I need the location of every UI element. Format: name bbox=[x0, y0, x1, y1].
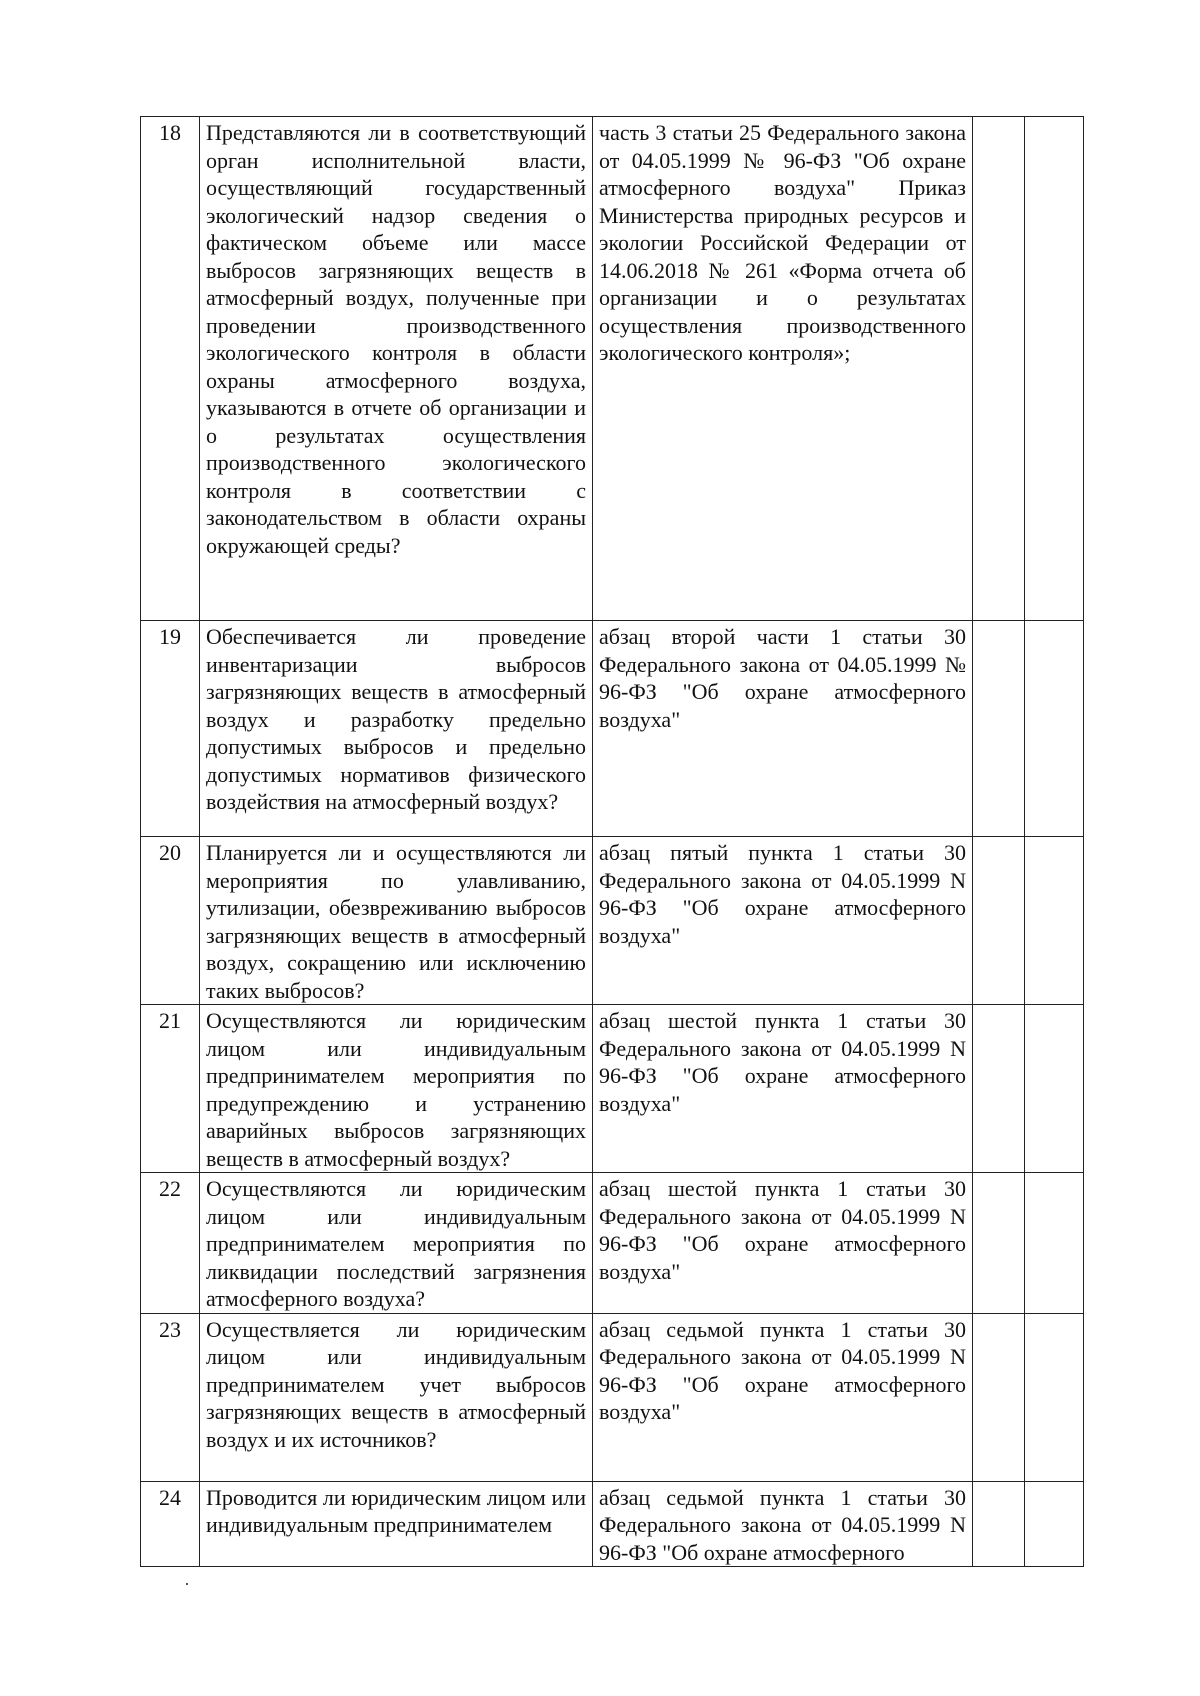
answer-cell-no bbox=[1025, 1481, 1084, 1567]
document-page bbox=[140, 116, 1083, 1567]
answer-cell-yes bbox=[973, 837, 1025, 1005]
legal-reference-cell: часть 3 статьи 25 Федерального закона от 04.05.1999 № 96-ФЗ "Об охране атмосферного воздуха" Приказ Министерства природных ресурсов и экологии Российской Федерации от 14.06.2018 № 261 «Форма отчета об организации и о результатах осуществления производственного экологического контроля»; bbox=[593, 117, 973, 621]
checklist-table bbox=[140, 116, 1084, 1567]
question-cell: Осуществляются ли юридическим лицом или индивидуальным предпринимателем мероприятия по ликвидации последствий загрязнения атмосферного воздуха? bbox=[200, 1173, 593, 1314]
row-number: 20 bbox=[141, 837, 200, 1005]
legal-reference-cell: абзац шестой пункта 1 статьи 30 Федерального закона от 04.05.1999 N 96-ФЗ "Об охране атмосферного воздуха" bbox=[593, 1173, 973, 1314]
row-number: 23 bbox=[141, 1313, 200, 1481]
question-cell: Планируется ли и осуществляются ли мероприятия по улавливанию, утилизации, обезвреживанию выбросов загрязняющих веществ в атмосферный воздух, сокращению или исключению таких выбросов? bbox=[200, 837, 593, 1005]
legal-reference-cell: абзац второй части 1 статьи 30 Федерального закона от 04.05.1999 № 96-ФЗ "Об охране атмосферного воздуха" bbox=[593, 621, 973, 837]
legal-reference-cell: абзац седьмой пункта 1 статьи 30 Федерального закона от 04.05.1999 N 96-ФЗ "Об охране атмосферного воздуха" bbox=[593, 1313, 973, 1481]
legal-reference-cell: абзац седьмой пункта 1 статьи 30 Федерального закона от 04.05.1999 N 96-ФЗ "Об охране атмосферного bbox=[593, 1481, 973, 1567]
question-cell: Осуществляется ли юридическим лицом или индивидуальным предпринимателем учет выбросов загрязняющих веществ в атмосферный воздух и их источников? bbox=[200, 1313, 593, 1481]
answer-cell-yes bbox=[973, 621, 1025, 837]
table-row bbox=[141, 837, 1084, 1005]
row-number: 18 bbox=[141, 117, 200, 621]
answer-cell-no bbox=[1025, 1313, 1084, 1481]
scan-speck bbox=[186, 1583, 188, 1585]
table-row bbox=[141, 1481, 1084, 1567]
answer-cell-no bbox=[1025, 117, 1084, 621]
answer-cell-yes bbox=[973, 1173, 1025, 1314]
legal-reference-cell: абзац пятый пункта 1 статьи 30 Федерального закона от 04.05.1999 N 96-ФЗ "Об охране атмосферного воздуха" bbox=[593, 837, 973, 1005]
answer-cell-yes bbox=[973, 1005, 1025, 1173]
row-number: 24 bbox=[141, 1481, 200, 1567]
answer-cell-yes bbox=[973, 117, 1025, 621]
answer-cell-no bbox=[1025, 1005, 1084, 1173]
question-cell: Представляются ли в соответствующий орган исполнительной власти, осуществляющий государственный экологический надзор сведения о фактическом объеме или массе выбросов загрязняющих веществ в атмосферный воздух, полученные при проведении производственного экологического контроля в области охраны атмосферного воздуха, указываются в отчете об организации и о результатах осуществления производственного экологического контроля в соответствии с законодательством в области охраны окружающей среды? bbox=[200, 117, 593, 621]
table-row bbox=[141, 117, 1084, 621]
legal-reference-cell: абзац шестой пункта 1 статьи 30 Федерального закона от 04.05.1999 N 96-ФЗ "Об охране атмосферного воздуха" bbox=[593, 1005, 973, 1173]
row-number: 21 bbox=[141, 1005, 200, 1173]
question-cell: Проводится ли юридическим лицом или индивидуальным предпринимателем bbox=[200, 1481, 593, 1567]
answer-cell-no bbox=[1025, 837, 1084, 1005]
table-row bbox=[141, 621, 1084, 837]
question-cell: Осуществляются ли юридическим лицом или индивидуальным предпринимателем мероприятия по предупреждению и устранению аварийных выбросов загрязняющих веществ в атмосферный воздух? bbox=[200, 1005, 593, 1173]
answer-cell-yes bbox=[973, 1481, 1025, 1567]
answer-cell-yes bbox=[973, 1313, 1025, 1481]
question-cell: Обеспечивается ли проведение инвентаризации выбросов загрязняющих веществ в атмосферный воздух и разработку предельно допустимых выбросов и предельно допустимых нормативов физического воздействия на атмосферный воздух? bbox=[200, 621, 593, 837]
row-number: 22 bbox=[141, 1173, 200, 1314]
table-row bbox=[141, 1005, 1084, 1173]
table-row bbox=[141, 1313, 1084, 1481]
answer-cell-no bbox=[1025, 1173, 1084, 1314]
row-number: 19 bbox=[141, 621, 200, 837]
answer-cell-no bbox=[1025, 621, 1084, 837]
table-row bbox=[141, 1173, 1084, 1314]
